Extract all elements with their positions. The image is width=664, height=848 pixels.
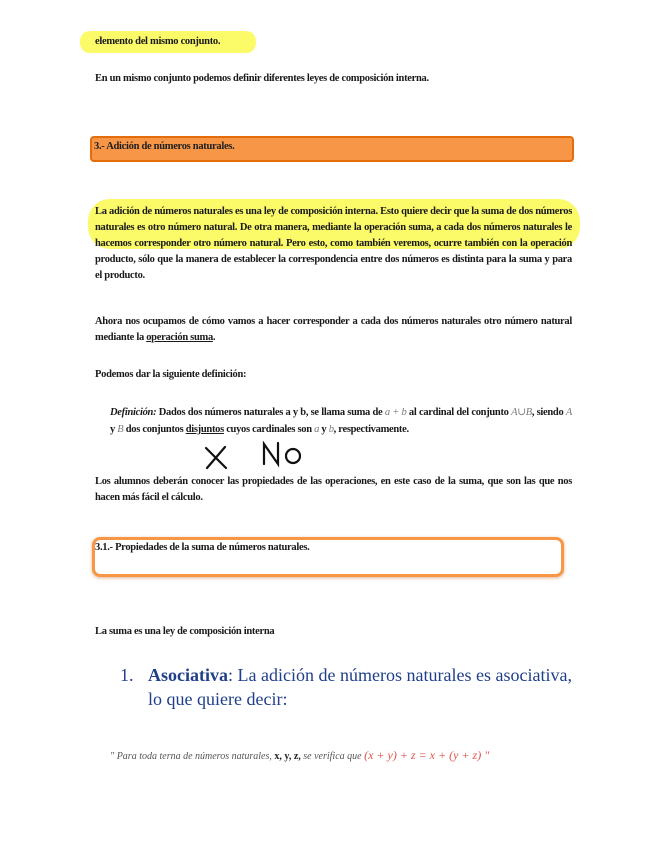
formula-vars: x, y, z, [274,751,301,762]
formula-line [110,746,580,766]
formula-verb: se verifica que [303,751,362,762]
list-number: 1. [120,665,134,685]
text-span: Ahora nos ocupamos de cómo vamos a hacer corresponder a cada dos números naturales otro número natural mediante la [95,316,572,343]
paragraph-fragment: elemento del mismo conjunto. [95,36,221,47]
list-item-asociativa [120,663,572,711]
paragraph-internal-law: La suma es una ley de composición interna [95,626,275,637]
subsection-heading-box [92,537,564,577]
disjuntos-link[interactable]: disjuntos [185,424,224,435]
text-span: y [319,424,329,435]
text-span: y [110,424,118,435]
text-span: . [212,332,216,343]
subsection-heading: 3.1.- Propiedades de la suma de números naturales. [95,542,310,553]
normal-text: Pero esto, como también veremos, ocurre también con la operación producto, sólo que la manera de establecer la correspondencia entre dos números es distinta para la suma y para el producto. [95,238,572,281]
paragraph-composition-laws: En un mismo conjunto podemos definir diferentes leyes de composición interna. [95,73,429,84]
text-span: Dados dos números naturales a y b, se llama suma de [156,407,385,418]
math-b: b [328,424,334,435]
section-heading-box [90,136,574,162]
formula-intro: " Para toda terna de números naturales, [110,751,272,762]
list-description: : La adición de números naturales es asociativa, lo que quiere decir: [148,665,572,709]
definition-block [110,404,572,438]
highlighted-text: La adición de números naturales es una ley de composición interna. Esto quiere decir que la suma de dos números naturales es otro número natural. De otra manera, mediante la operación suma, a cada dos números naturales le hacemos corresponder otro número natural. [95,206,572,249]
paragraph-correspondence [95,314,572,346]
definition-label: Definición: [110,407,157,418]
text-span: , respectivamente. [333,424,409,435]
math-set-b: B [117,424,124,435]
text-span: cuyos cardinales son [223,424,315,435]
section-heading: 3.- Adición de números naturales. [94,141,235,152]
formula-expression: (x + y) + z = x + (y + z) " [364,748,490,762]
paragraph-addition-definition [95,204,572,284]
text-span: , siendo [531,407,566,418]
math-a: a [314,424,320,435]
paragraph-intro-definition: Podemos dar la siguiente definición: [95,369,247,380]
paragraph-properties-intro: Los alumnos deberán conocer las propiedades de las operaciones, en este caso de la suma, que son las que nos hacen más fácil el cálculo. [95,476,572,503]
math-sum: a + b [384,407,407,418]
text-span: al cardinal del conjunto [406,407,512,418]
operacion-suma-link[interactable]: operación suma [146,332,213,343]
math-union: A∪B [511,407,532,418]
handwritten-annotation [200,438,310,472]
list-term: Asociativa [148,665,228,685]
text-span: dos conjuntos [123,424,186,435]
math-set-a: A [565,407,572,418]
